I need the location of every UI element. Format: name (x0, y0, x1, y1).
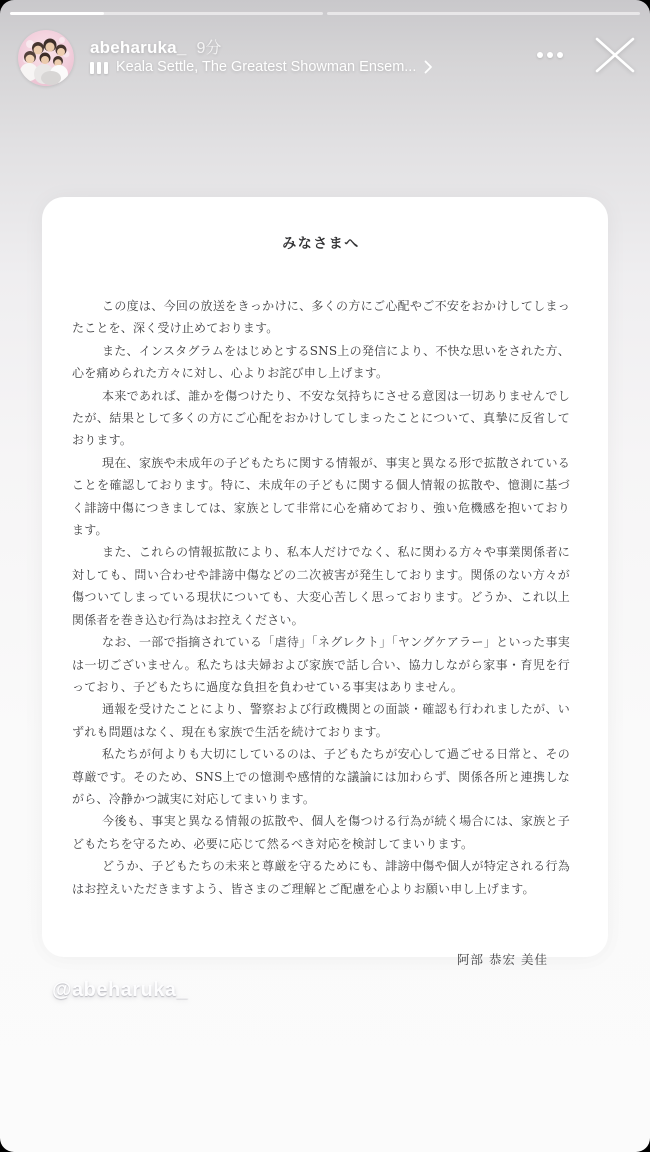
progress-segment-2 (327, 12, 640, 15)
letter-paragraph: 今後も、事実と異なる情報の拡散や、個人を傷つける行為が続く場合には、家族と子どもたちを守るため、必要に応じて然るべき対応を検討してまいります。 (72, 814, 570, 851)
music-icon (90, 61, 108, 74)
music-label: Keala Settle, The Greatest Showman Ensem... (116, 59, 417, 75)
avatar[interactable] (18, 30, 74, 86)
letter-paragraph: 現在、家族や未成年の子どもたちに関する情報が、事実と異なる形で拡散されていることを確認しております。特に、未成年の子どもに関する個人情報の拡散や、憶測に基づく誹謗中傷につきましては、家族として非常に心を痛めており、強い危機感を抱いております。 (72, 455, 570, 538)
timestamp: 9分 (196, 40, 222, 57)
chevron-right-icon (424, 60, 433, 74)
username[interactable]: abeharuka_ (90, 38, 187, 57)
more-options-icon[interactable] (537, 52, 563, 58)
avatar-photo (18, 30, 74, 86)
letter-signature: 阿部 恭宏 美佳 (457, 951, 548, 967)
music-attribution[interactable] (90, 59, 433, 75)
letter-paragraph: また、インスタグラムをはじめとするSNS上の発信により、不快な思いをされた方、心を痛められた方々に対し、心よりお詫び申し上げます。 (72, 343, 570, 381)
letter-paragraph: 通報を受けたことにより、警察および行政機関との面談・確認も行われましたが、いずれも問題はなく、現在も家族で生活を続けております。 (72, 702, 570, 739)
progress-segment-1 (10, 12, 323, 15)
statement-letter-card (42, 197, 608, 967)
mention-watermark[interactable]: @abeharuka_ (52, 979, 189, 1001)
letter-title: みなさまへ (282, 236, 360, 252)
letter-paragraph: 私たちが何よりも大切にしているのは、子どもたちが安心して過ごせる日常と、その尊厳です。そのため、SNS上での憶測や感情的な議論には加わらず、関係各所と連携しながら、冷静かつ誠実に対応してまいります。 (72, 747, 570, 806)
close-icon[interactable] (594, 36, 636, 74)
letter-paragraph: なお、一部で指摘されている「虐待」「ネグレクト」「ヤングケアラー」といった事実は一切ございません。私たちは夫婦および家族で話し合い、協力しながら家事・育児を行っており、子どもたちに過度な負担を負わせている事実はありません。 (72, 635, 570, 694)
story-header-info (90, 35, 221, 58)
letter-paragraph: また、これらの情報拡散により、私本人だけでなく、私に関わる方々や事業関係者に対しても、問い合わせや誹謗中傷などの二次被害が発生しております。関係のない方々が傷ついてしまっている現状についても、大変心苦しく思っております。どうか、これ以上関係者を巻き込む行為はお控えください。 (72, 545, 570, 627)
story-progress-bar (10, 12, 640, 15)
letter-paragraph: どうか、子どもたちの未来と尊厳を守るためにも、誹謗中傷や個人が特定される行為はお控えいただきますよう、皆さまのご理解とご配慮を心よりお願い申し上げます。 (72, 859, 570, 896)
letter-paragraph: 本来であれば、誰かを傷つけたり、不安な気持ちにさせる意図は一切ありませんでしたが、結果として多くの方にご心配をおかけしてしまったことについて、真摯に反省しております。 (72, 388, 570, 448)
letter-body (72, 295, 570, 900)
progress-fill (10, 12, 104, 15)
letter-paragraph: この度は、今回の放送をきっかけに、多くの方にご心配やご不安をおかけしてしまったことを、深く受け止めております。 (72, 299, 570, 336)
